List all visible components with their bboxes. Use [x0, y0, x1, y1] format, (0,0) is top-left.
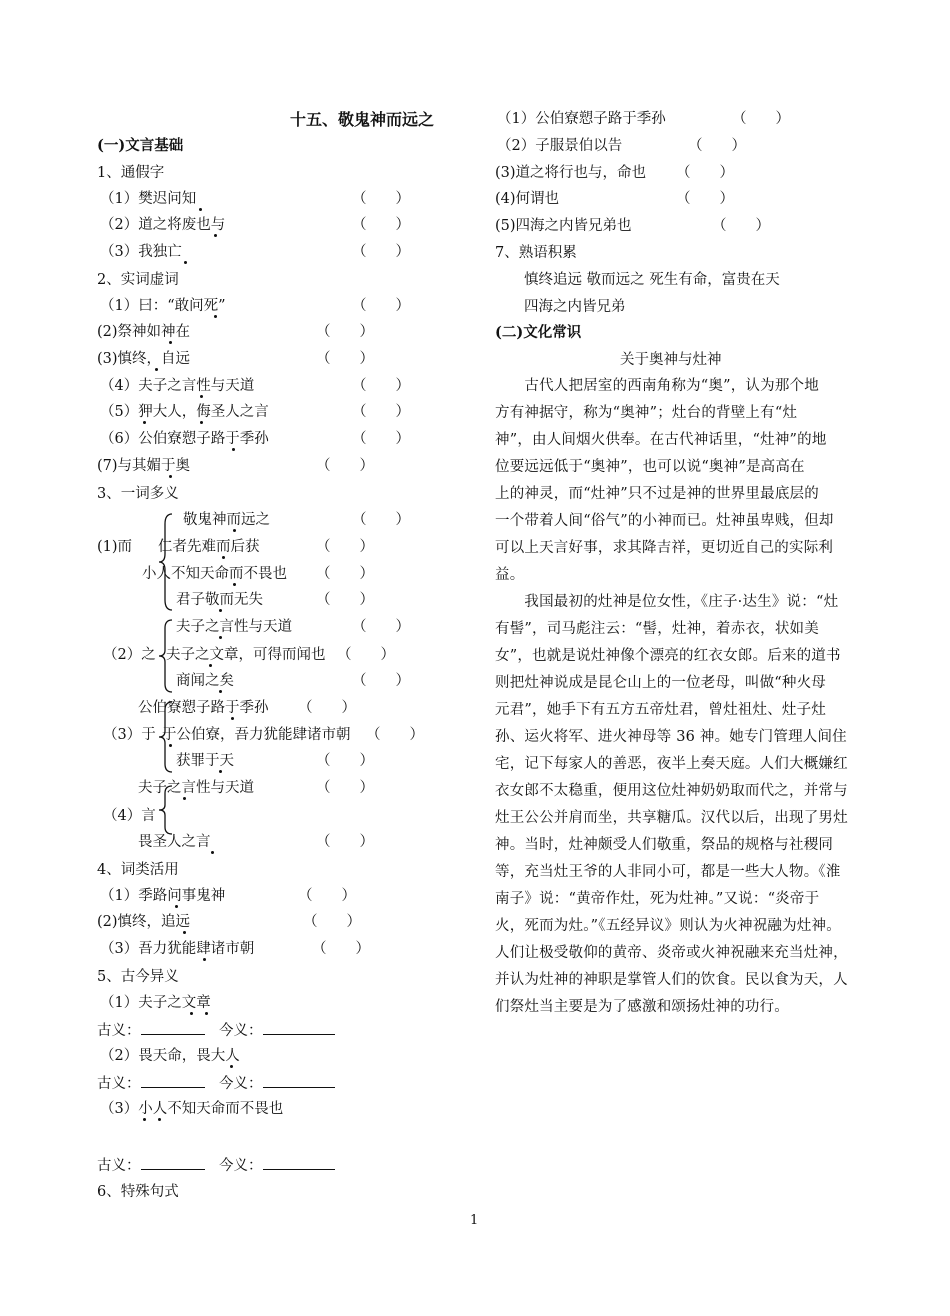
emphasis-dot [233, 529, 236, 532]
emphasis-dot [184, 261, 187, 264]
essay-line: 位要远远低于“奥神”，也可以说“奥神”是高高在 [495, 459, 805, 475]
q1-heading: 1、通假字 [97, 165, 165, 181]
q6-item: (5)四海之内皆兄弟也 [495, 218, 632, 234]
emphasis-dot [199, 208, 202, 211]
emphasis-dot [175, 905, 178, 908]
emphasis-dot [200, 421, 203, 424]
page-title: 十五、敬鬼神而远之 [290, 110, 435, 129]
q2-item: （5）狎大人，侮圣人之言 [100, 404, 269, 420]
answer-blank: （ ） [316, 539, 374, 555]
emphasis-dot [143, 421, 146, 424]
q4-heading: 4、词类活用 [97, 862, 179, 878]
emphasis-dot [205, 1012, 208, 1015]
ancient-meaning-label: 古义： [97, 1076, 141, 1092]
q3-item: 敬鬼神而远之 [183, 512, 270, 528]
q3-item: 商闻之矣 [176, 673, 234, 689]
modern-meaning-blank[interactable] [263, 1073, 335, 1088]
q3-item: 获罪于天 [176, 753, 234, 769]
answer-blank: （ ） [352, 298, 410, 314]
essay-line: 宅，记下每家人的善恶，夜半上奏天庭。人们大概嫌红 [495, 756, 848, 772]
q5-answer-line [97, 1020, 335, 1041]
q3-item: 夫子之言性与天道 [176, 619, 292, 635]
essay-line: 我国最初的灶神是位女性，《庄子·达生》说：“灶 [495, 594, 839, 610]
emphasis-dot [203, 958, 206, 961]
idiom-line: 四海之内皆兄弟 [524, 299, 626, 315]
section-heading-classical-basics: (一)文言基础 [97, 137, 184, 154]
answer-blank: （ ） [312, 941, 370, 957]
q3-item: 畏圣人之言 [138, 834, 211, 850]
q3-heading: 3、一词多义 [97, 486, 179, 502]
essay-paragraph-1 [495, 373, 855, 589]
answer-blank: （ ） [298, 700, 356, 716]
essay-line: 南子》说：“黄帝作灶，死为灶神。”又说：“炎帝于 [495, 891, 820, 907]
emphasis-dot [232, 448, 235, 451]
answer-blank: （ ） [732, 111, 790, 127]
answer-blank: （ ） [298, 888, 356, 904]
q3-item: 公伯寮愬子路于季孙 [138, 700, 269, 716]
emphasis-dot [169, 341, 172, 344]
q5-item: （2）畏天命，畏大人 [100, 1048, 240, 1064]
essay-paragraph-2 [495, 589, 855, 1021]
q2-item: （4）夫子之言性与天道 [100, 378, 255, 394]
answer-blank: （ ） [352, 512, 410, 528]
q6-heading: 6、特殊句式 [97, 1184, 179, 1200]
essay-line: 火，死而为灶。”《五经异议》则认为火神祝融为灶神。 [495, 918, 841, 934]
ancient-meaning-blank[interactable] [141, 1020, 205, 1035]
q1-item: （1）樊迟问知 [100, 191, 197, 207]
essay-line: 孙、运火将军、进火神母等 36 神。她专门管理人间住 [495, 729, 847, 745]
answer-blank: （ ） [352, 378, 410, 394]
q5-item: （3）小人不知天命而不畏也 [100, 1101, 284, 1117]
emphasis-dot [200, 395, 203, 398]
ancient-meaning-label: 古义： [97, 1158, 141, 1174]
essay-line: 则把灶神说成是昆仑山上的一位老母，叫做“种火母 [495, 675, 827, 691]
q3-item: 夫子之文章，可得而闻也 [166, 647, 326, 663]
section-heading-culture: (二)文化常识 [495, 324, 582, 341]
emphasis-dot [230, 1065, 233, 1068]
q3-item: 小人不知天命而不畏也 [142, 566, 287, 582]
emphasis-dot [211, 851, 214, 854]
emphasis-dot [169, 475, 172, 478]
emphasis-dot [169, 744, 172, 747]
q2-item: （6）公伯寮愬子路于季孙 [100, 431, 269, 447]
answer-blank: （ ） [676, 165, 734, 181]
answer-blank: （ ） [352, 217, 410, 233]
q3-item: 于公伯寮，吾力犹能肆诸市朝 [162, 727, 351, 743]
answer-blank: （ ） [316, 834, 374, 850]
q5-answer-line [97, 1155, 335, 1176]
essay-line: 益。 [495, 567, 525, 583]
modern-meaning-label: 今义： [219, 1076, 263, 1092]
answer-blank: （ ） [352, 191, 410, 207]
emphasis-dot [219, 770, 222, 773]
essay-line: 一个带着人间“俗气”的小神而已。灶神虽卑贱，但却 [495, 513, 834, 529]
q1-item: （3）我独亡 [100, 244, 182, 260]
q4-item: （3）吾力犹能肆诸市朝 [100, 941, 255, 957]
essay-line: 等，充当灶王爷的人非同小可，都是一些大人物。《淮 [495, 864, 841, 880]
answer-blank: （ ） [316, 753, 374, 769]
q3-group-label: （2）之 [103, 647, 156, 663]
page-number: 1 [470, 1213, 479, 1228]
emphasis-dot [143, 1118, 146, 1121]
idiom-line: 慎终追远 敬而远之 死生有命，富贵在天 [524, 272, 780, 288]
emphasis-dot [214, 315, 217, 318]
modern-meaning-label: 今义： [219, 1023, 263, 1039]
essay-line: 有髻”，司马彪注云：“髻，灶神，着赤衣，状如美 [495, 621, 819, 637]
q6-item: (3)道之将行也与，命也 [495, 165, 647, 181]
q5-heading: 5、古今异义 [97, 969, 179, 985]
q1-item: （2）道之将废也与 [100, 217, 226, 233]
q3-group-label: (1)而 [97, 539, 133, 555]
emphasis-dot [155, 368, 158, 371]
q6-item: (4)何谓也 [495, 191, 560, 207]
answer-blank: （ ） [688, 138, 746, 154]
essay-line: 们祭灶当主要是为了感激和颂扬灶神的功行。 [495, 999, 789, 1015]
modern-meaning-blank[interactable] [263, 1155, 335, 1170]
answer-blank: （ ） [316, 324, 374, 340]
emphasis-dot [222, 556, 225, 559]
answer-blank: （ ） [316, 566, 374, 582]
q2-item: (3)慎终，自远 [97, 351, 191, 367]
answer-blank: （ ） [352, 404, 410, 420]
q5-answer-line [97, 1073, 335, 1094]
q7-heading: 7、熟语积累 [495, 245, 577, 261]
q3-group-label: （4）言 [103, 808, 156, 824]
essay-line: 古代人把居室的西南角称为“奥”，认为那个地 [495, 378, 819, 394]
q6-item: （2）子服景伯以告 [497, 138, 623, 154]
emphasis-dot [219, 690, 222, 693]
q3-item: 仁者先难而后获 [158, 539, 260, 555]
answer-blank: （ ） [316, 351, 374, 367]
essay-line: 元君”，她手下有五方五帝灶君，曾灶祖灶、灶子灶 [495, 702, 827, 718]
emphasis-dot [190, 1012, 193, 1015]
essay-line: 女”，也就是说灶神像个漂亮的红衣女郎。后来的道书 [495, 648, 841, 664]
emphasis-dot [183, 797, 186, 800]
emphasis-dot [233, 583, 236, 586]
emphasis-dot [214, 234, 217, 237]
essay-line: 衣女郎不太稳重，便用这位灶神奶奶取而代之，并常与 [495, 783, 848, 799]
essay-line: 神”，由人间烟火供奉。在古代神话里，“灶神”的地 [495, 432, 827, 448]
essay-line: 方有神据守，称为“奥神”；灶台的背壁上有“灶 [495, 405, 798, 421]
ancient-meaning-label: 古义： [97, 1023, 141, 1039]
essay-line: 可以上天言好事，求其降吉祥，更切近自己的实际利 [495, 540, 834, 556]
ancient-meaning-blank[interactable] [141, 1155, 205, 1170]
emphasis-dot [231, 717, 234, 720]
q2-item: (2)祭神如神在 [97, 324, 191, 340]
answer-blank: （ ） [366, 727, 424, 743]
essay-title: 关于奥神与灶神 [620, 352, 722, 368]
answer-blank: （ ） [303, 914, 361, 930]
answer-blank: （ ） [316, 780, 374, 796]
curly-brace-icon [158, 512, 174, 612]
essay-line: 并认为灶神的神职是掌管人们的饮食。民以食为天，人 [495, 972, 848, 988]
answer-blank: （ ） [352, 619, 410, 635]
essay-line: 人们让极受敬仰的黄帝、炎帝或火神祝融来充当灶神， [495, 945, 848, 961]
answer-blank: （ ） [676, 191, 734, 207]
emphasis-dot [183, 931, 186, 934]
q6-item: （1）公伯寮愬子路于季孙 [497, 111, 666, 127]
emphasis-dot [219, 636, 222, 639]
q2-item: （1）曰：“敢问死” [100, 298, 226, 314]
modern-meaning-label: 今义： [219, 1158, 263, 1174]
emphasis-dot [219, 609, 222, 612]
answer-blank: （ ） [352, 431, 410, 447]
essay-line: 神。当时，灶神颇受人们敬重，祭品的规格与社稷同 [495, 837, 834, 853]
emphasis-dot [209, 664, 212, 667]
q3-item: 夫子之言性与天道 [138, 780, 254, 796]
q5-item: （1）夫子之文章 [100, 995, 211, 1011]
emphasis-dot [158, 1118, 161, 1121]
answer-blank: （ ） [352, 673, 410, 689]
essay-line: 上的神灵，而“灶神”只不过是神的世界里最底层的 [495, 486, 819, 502]
q3-group-label: （3）于 [103, 727, 156, 743]
answer-blank: （ ） [712, 218, 770, 234]
q3-item: 君子敬而无失 [176, 592, 263, 608]
answer-blank: （ ） [316, 458, 374, 474]
essay-line: 灶王公公并肩而坐，共享糖瓜。汉代以后，出现了男灶 [495, 810, 848, 826]
q4-item: (2)慎终，追远 [97, 914, 191, 930]
q4-item: （1）季路问事鬼神 [100, 888, 226, 904]
answer-blank: （ ） [352, 244, 410, 260]
ancient-meaning-blank[interactable] [141, 1073, 205, 1088]
modern-meaning-blank[interactable] [263, 1020, 335, 1035]
q2-item: (7)与其媚于奥 [97, 458, 191, 474]
answer-blank: （ ） [316, 592, 374, 608]
answer-blank: （ ） [337, 647, 395, 663]
q2-heading: 2、实词虚词 [97, 272, 179, 288]
